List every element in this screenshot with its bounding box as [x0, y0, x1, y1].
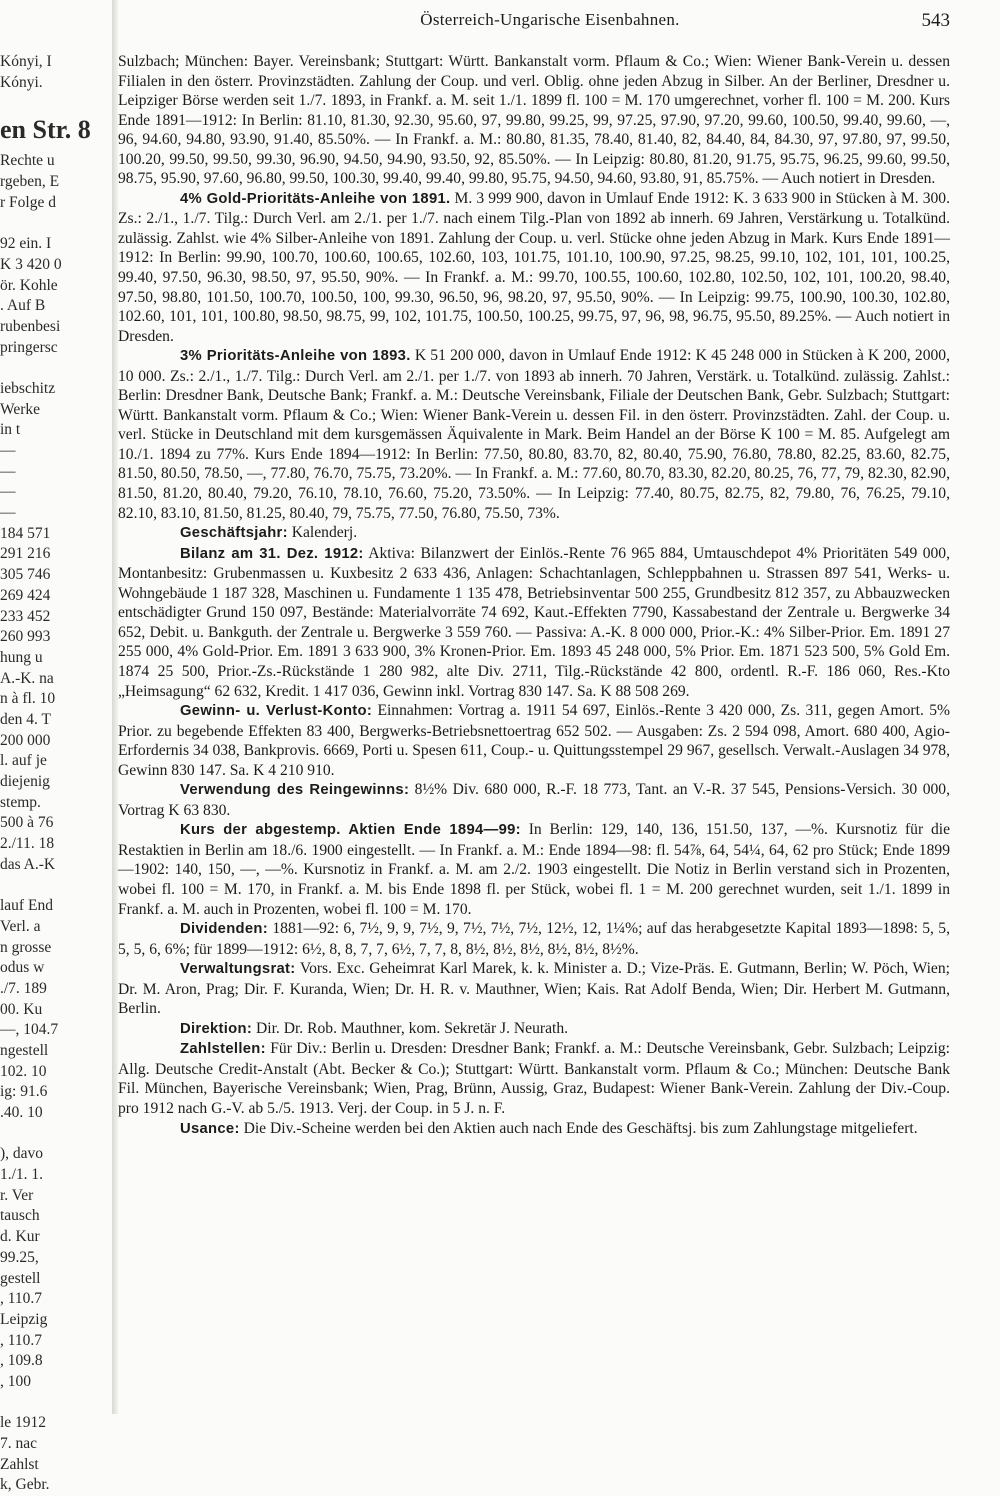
fragment-line: ), davo — [0, 1145, 44, 1163]
fragment-line: en Str. 8 — [0, 115, 91, 145]
fragment-line: ./7. 189 — [0, 979, 47, 997]
page-header — [150, 10, 950, 32]
fragment-line: 1./1. 1. — [0, 1166, 44, 1184]
fragment-line: stemp. — [0, 793, 41, 811]
fragment-line: 305 746 — [0, 566, 51, 584]
paragraph-heading: Verwaltungsrat: — [180, 961, 296, 978]
fragment-line: , 110.7 — [0, 1331, 43, 1349]
fragment-line: l. auf je — [0, 752, 47, 770]
fragment-line: 7. nac — [0, 1435, 38, 1452]
paragraph-text: Vors. Exc. Geheimrat Karl Marek, k. k. Minister a. D.; Vize-Präs. E. Gutmann, Berlin; W. Pöch, Wien; Dr. M. Aron, Prag; Dir. F. Kuranda, Wien; Dr. H. R. v. Mauthner, Wien; Kais. Rat Adolf Benda, Wien; Dir. Herbert M. Gutmann, Berlin. — [118, 960, 950, 1018]
fragment-line — [0, 358, 112, 379]
fragment-line: — — [0, 504, 16, 522]
fragment-line: —, 104.7 — [0, 1021, 59, 1039]
fragment-line: ör. Kohle — [0, 276, 58, 294]
fragment-line — [0, 213, 112, 234]
fragment-line: le 1912 — [0, 1414, 47, 1432]
paragraph-text: K 51 200 000, davon in Umlauf Ende 1912: K 45 248 000 in Stücken à K 200, 2000, 10 000. Zs.: 2./1., 1./7. Tilg.: Durch Verl. am 2./1. per 1./7. von 1893 ab innerh. 70 Jahren, Verstärk. u. Totalkünd. zulässig. Zahlst.: Berlin: Dresdner Bank, Deutsche Bank; Frankf. a. M.: Deutsche Vereinsbank, Filiale der Deutschen Bank, Gebr. Sulzbach; Stuttgart: Württ. Bankanstalt vorm. Pflaum & Co.; Wien: Wiener Bank-Verein u. dessen Fil. in den österr. Provinzstädten. Zahl. der Coup. u. verl. Stücke in Deutschland mit dem kursgemässen Äquivalente in Mark. Beim Handel an der Börse K 100 = M. 85. Aufgelegt am 10./1. 1894 zu 77%. Kurs Ende 1894—1912: In Berlin: 77.50, 80.80, 83.70, 82, 80.40, 75.90, 76.80, 78.80, 82.25, 83.60, 82.75, 81.50, 80.50, 78.50, —, 77.80, 76.70, 75.75, 73.20%. — In Frankf. a. M.: 77.60, 80.70, 83.30, 82.20, 80.25, 76, 77, 79, 82.30, 82.90, 81.50, 81.20, 80.40, 79.20, 76.10, 78.10, 76.60, 75.20, 73.50%. — In Leipzig: 77.40, 80.75, 82.75, 82, 79.80, 76, 76.25, 79.10, 82.10, 83.10, 81.50, 81.25, 80.40, 79, 75.75, 77.50, 76.80, 75.50, 73%. — [118, 347, 950, 522]
fragment-line: n à fl. 10 — [0, 690, 56, 708]
fragment-line: das A.-K — [0, 855, 56, 873]
fragment-line: .40. 10 — [0, 1104, 43, 1121]
fragment-line: Kónyi, I — [0, 53, 52, 70]
fragment-line: 184 571 — [0, 524, 51, 542]
fragment-line: 92 ein. I — [0, 235, 52, 253]
paragraph-text: 1881—92: 6, 7½, 9, 9, 7½, 9, 7½, 7½, 7½, 12½, 12, 1¼%; auf das herabgesetzte Kapital 1893—1898: 5, 5, 5, 5, 6, 6%; für 1899—1912: 6½, 8, 8, 7, 7, 6½, 7, 7, 8, 8½, 8½, 8½, 8½, 8½, 8½%. — [118, 920, 951, 958]
fragment-line: n grosse — [0, 938, 52, 956]
fragment-line: iebschitz — [0, 379, 56, 397]
fragment-line — [0, 1124, 112, 1145]
running-title: Österreich-Ungarische Eisenbahnen. — [420, 10, 680, 29]
paragraph-text: Für Div.: Berlin u. Dresden: Dresdner Bank; Frankf. a. M.: Deutsche Vereinsbank, Gebr. Sulzbach; Leipzig: Allg. Deutsche Credit-Anstalt (Abt. Becker & Co.); Stuttgart: Württ. Bankanstalt vorm. Pflaum & Co.; München: Deutsche Bank Fil. München, Bayerische Vereinsbank; Wien, Prag, Brünn, Aussig, Graz, Budapest: Wiener Bank-Verein. Zahlung der Div.-Coup. pro 1912 nach G.-V. ab 5./5. 1913. Verj. der Coup. in 5 J. n. F. — [118, 1040, 950, 1117]
paragraph — [118, 820, 950, 919]
paragraph — [118, 1119, 950, 1140]
fragment-line: lauf End — [0, 897, 53, 915]
fragment-line: pringersc — [0, 338, 58, 356]
fragment-line: Kónyi. — [0, 73, 43, 91]
page-number: 543 — [921, 10, 950, 31]
fragment-line: hung u — [0, 648, 43, 666]
fragment-line: , 110.7 — [0, 1290, 43, 1308]
fragment-line: Zahlst — [0, 1455, 39, 1473]
fragment-line: Werke — [0, 400, 41, 418]
paragraph — [118, 780, 950, 820]
fragment-line: gestell — [0, 1269, 41, 1287]
fragment-line — [0, 875, 112, 896]
fragment-line: — — [0, 442, 16, 459]
paragraph-heading: Direktion: — [180, 1020, 253, 1037]
paragraph — [118, 701, 950, 780]
paragraph — [118, 919, 950, 959]
fragment-line — [0, 1393, 112, 1414]
paragraph-heading: Gewinn- u. Verlust-Konto: — [180, 703, 373, 720]
paragraph — [118, 523, 950, 544]
fragment-line: 500 à 76 — [0, 814, 54, 832]
fragment-line: tausch — [0, 1207, 40, 1225]
fragment-line: 233 452 — [0, 607, 51, 625]
fragment-line: — — [0, 462, 16, 480]
fragment-line: . Auf B — [0, 297, 46, 315]
page-body — [118, 52, 950, 1139]
fragment-line: 269 424 — [0, 586, 51, 604]
paragraph-heading: Geschäftsjahr: — [180, 525, 288, 542]
fragment-line: r Folge d — [0, 193, 56, 211]
fragment-line: r. Ver — [0, 1186, 34, 1204]
paragraph-text: Kalenderj. — [291, 524, 358, 542]
fragment-line: A.-K. na — [0, 669, 54, 687]
fragment-line: Rechte u — [0, 152, 55, 170]
paragraph — [118, 959, 950, 1019]
fragment-line: 291 216 — [0, 545, 51, 563]
fragment-line: 2./11. 18 — [0, 835, 55, 853]
paragraph-text: Dir. Dr. Rob. Mauthner, kom. Sekretär J. Neurath. — [255, 1019, 569, 1037]
fragment-line: odus w — [0, 959, 45, 977]
fragment-line: , 100 — [0, 1372, 31, 1390]
paragraph — [118, 189, 950, 346]
fragment-line: rgeben, E — [0, 173, 60, 191]
fragment-line: ig: 91.6 — [0, 1083, 48, 1101]
fragment-line: in t — [0, 421, 21, 439]
paragraph — [118, 544, 950, 701]
paragraph-heading: Usance: — [180, 1120, 240, 1137]
fragment-line: 200 000 — [0, 731, 51, 749]
paragraph-text: Aktiva: Bilanzwert der Einlös.-Rente 76 965 884, Umtauschdepot 4% Prioritäten 549 000, Montanbesitz: Grubenmassen u. Kuxbesitz 2 633 436, Anlagen: Schachtanlagen, Schleppbahnen u. Strassen 897 541, Werks- u. Wohngebäude 1 187 328, Maschinen u. Fundamente 1 135 478, Betriebsinventar 500 255, Grundbesitz 812 357, zu Abbauzwecken entschädigter Grund 150 097, Bestände: Materialvorräte 74 692, Kaut.-Effekten 7790, Kassabestand der Zentrale u. Bergwerke 34 652, Debit. u. Bankguth. der Zentrale u. Bergwerke 3 559 760. — Passiva: A.-K. 8 000 000, Prior.-K.: 4% Silber-Prior. Em. 1891 27 255 000, 4% Gold-Prior. Em. 1891 3 633 900, 3% Kronen-Prior. Em. 1893 45 248 000, 5% Prior. Em. 1871 523 500, 5% Gold Em. 1874 25 500, Prior.-Zs.-Rückstände 1 280 982, alte Div. 2711, Tilg.-Rückstände 42 800, ordentl. R.-F. 186 060, Res.-Kto „Heimsagung“ 62 632, Kredit. 1 417 036, Gewinn inkl. Vortrag 830 147. Sa. K 88 508 269. — [118, 544, 950, 700]
fragment-line: rubenbesi — [0, 317, 61, 335]
paragraph-heading: Dividenden: — [180, 921, 268, 938]
fragment-line: d. Kur — [0, 1228, 40, 1246]
paragraph-heading: Bilanz am 31. Dez. 1912: — [180, 545, 364, 562]
fragment-line: k, Gebr. — [0, 1476, 50, 1494]
fragment-line: ngestell — [0, 1041, 49, 1059]
paragraph-text: Die Div.-Scheine werden bei den Aktien auch nach Ende des Geschäftsj. bis zum Zahlungstage mitgeliefert. — [243, 1119, 918, 1137]
fragment-line: diejenig — [0, 773, 50, 790]
paragraph — [118, 1019, 950, 1040]
paragraph-heading: Kurs der abgestemp. Aktien Ende 1894—99: — [180, 822, 521, 839]
fragment-line: 102. 10 — [0, 1062, 47, 1080]
paragraph-text: M. 3 999 900, davon in Umlauf Ende 1912: K. 3 633 900 in Stücken à M. 300. Zs.: 2./1., 1./7. Tilg.: Durch Verl. am 2./1. per 1./7. nach einem Tilg.-Plan von 1892 ab innerh. 69 Jahren, Verstärkung u. Totalkünd. zulässig. Zahlst. wie 4% Silber-Anleihe von 1891. Zahlung der Coup. u. verl. Stücke ohne jeden Abzug in Mark. Kurs Ende 1891—1912: In Berlin: 99.90, 100.70, 100.60, 100.65, 102.60, 103, 101.75, 101.10, 100.90, 97.25, 98.25, 99.10, 102, 101, 101, 100.25, 99.40, 97.50, 96.30, 98.50, 97, 95.50, 90%. — In Frankf. a. M.: 99.70, 100.55, 100.60, 102.80, 102.50, 102, 101, 100.20, 98.40, 97.50, 98.80, 101.50, 100.70, 100.50, 100, 99.30, 96.50, 96, 98.20, 97, 95.50, 90%. — In Leipzig: 99.75, 100.90, 100.30, 102.80, 102.60, 101, 101, 100.80, 98.50, 98.75, 99, 102, 101.75, 100.50, 100.25, 99.75, 97, 96, 98, 96.75, 95.50, 89.25%. — Auch notiert in Dresden. — [118, 189, 950, 345]
paragraph-heading: Verwendung des Reingewinns: — [180, 782, 410, 799]
paragraph-heading: Zahlstellen: — [180, 1041, 266, 1058]
paragraph — [118, 346, 950, 523]
paragraph-heading: 4% Gold-Prioritäts-Anleihe von 1891. — [180, 190, 451, 207]
fragment-line: 00. Ku — [0, 1000, 43, 1018]
paragraph-text: Einnahmen: Vortrag a. 1911 54 697, Einlös.-Rente 3 420 000, Zs. 311, gegen Amort. 5% Prior. zu begebende Effekten 83 400, Bergwerks-Betriebsnettoertrag 652 502. — Ausgaben: Zs. 2 594 098, Amort. 680 400, Agio-Erfordernis 34 038, Bankprovis. 6669, Porti u. Spesen 611, Coup.- u. Quittungsstempel 29 967, gesellsch. Verwalt.-Auslagen 34 978, Gewinn 830 147. Sa. K 4 210 910. — [118, 702, 950, 779]
fragment-line: — — [0, 483, 16, 501]
paragraph-text: Sulzbach; München: Bayer. Vereinsbank; Stuttgart: Württ. Bankanstalt vorm. Pflaum & Co.; Wien: Wiener Bank-Verein u. dessen Filialen in den österr. Provinzstädten. Zahlung der Coup. und verl. Oblig. ohne jeden Abzug in Silber. An der Berliner, Dresdner u. Leipziger Börse werden seit 1./7. 1893, in Frankf. a. M. seit 1./1. 1899 fl. 100 = M. 170 umgerechnet, vorher fl. 100 = M. 200. Kurs Ende 1891—1912: In Berlin: 81.10, 81.30, 92.30, 95.60, 97, 99.80, 99.25, 99, 97.25, 97.90, 97.20, 99.60, 100.50, 99.40, 99.60, —, 96, 94.60, 94.80, 93.90, 91.40, 85.50%. — In Frankf. a. M.: 80.80, 81.35, 78.40, 81.40, 82, 84.40, 84, 84.30, 97, 97.80, 97, 99.50, 100.20, 99.50, 99.50, 99.30, 96.90, 94.50, 94.90, 93.50, 92, 85.50%. — In Leipzig: 80.80, 81.20, 91.75, 95.75, 96.25, 99.60, 99.50, 98.75, 95.90, 97.60, 96.80, 99.50, 100.30, 99.40, 99.40, 99.80, 95.75, 94.50, 94.60, 93.80, 91, 85.75%. — Auch notiert in Dresden. — [118, 53, 950, 188]
fragment-line: 99.25, — [0, 1248, 39, 1266]
paragraph-text: In Berlin: 129, 140, 136, 151.50, 137, —%. Kursnotiz für die Restaktien in Berlin am 18./6. 1900 eingestellt. — In Frankf. a. M.: Ende 1894—98: fl. 54⅞, 64, 54¼, 64, 62 pro Stück; Ende 1899—1902: 140, 150, —, —%. Kursnotiz in Frankf. a. M. am 2./2. 1903 eingestellt. Die Notiz in Berlin verstand sich in Prozenten, wobei fl. 100 = M. 170, in Frankf. a. M. bis Ende 1898 fl. per Stück, wobei fl. 1 = M. 200 gerechnet wurden, seit 1./1. 1899 in Frankf. a. M. auch in Prozenten, wobei fl. 100 = M. 170. — [118, 821, 950, 918]
paragraph — [118, 52, 950, 189]
fragment-line: , 109.8 — [0, 1352, 43, 1370]
fragment-line: 260 993 — [0, 628, 51, 646]
fragment-line: K 3 420 0 — [0, 255, 62, 273]
left-page-fragment — [0, 52, 112, 1494]
fragment-line: Leipzig — [0, 1310, 48, 1328]
fragment-line: den 4. T — [0, 710, 51, 728]
paragraph — [118, 1039, 950, 1118]
paragraph-heading: 3% Prioritäts-Anleihe von 1893. — [180, 348, 411, 365]
paragraph-text: 8½% Div. 680 000, R.-F. 18 773, Tant. an V.-R. 37 545, Pensions-Versich. 30 000, Vortrag K 63 830. — [118, 781, 950, 819]
fragment-line: Verl. a — [0, 917, 41, 935]
